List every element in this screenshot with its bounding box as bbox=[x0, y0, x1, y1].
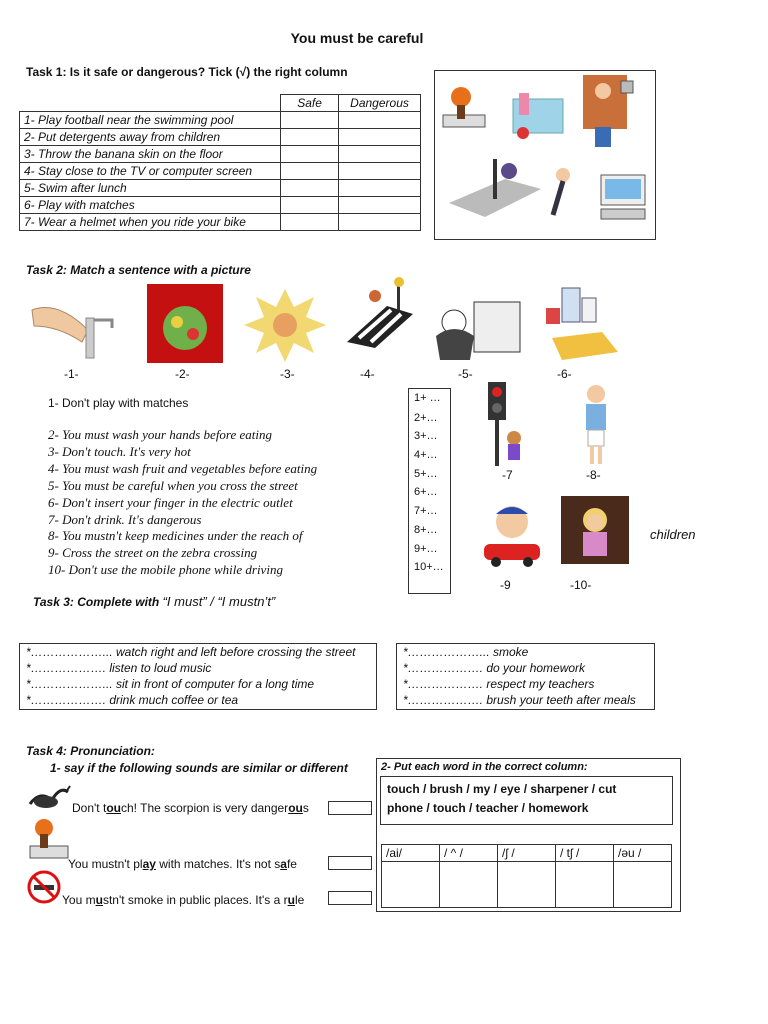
answer-slot[interactable]: 1+ … bbox=[414, 392, 441, 404]
safety-scenes-illustration bbox=[435, 71, 655, 239]
table-row: 4- Stay close to the TV or computer screen bbox=[20, 163, 421, 180]
sentence-6: 6- Don't insert your finger in the electric outlet bbox=[48, 495, 293, 510]
sentence-1: 1- Don't play with matches bbox=[48, 396, 189, 410]
picture-7-traffic-light bbox=[484, 382, 534, 468]
sentence-9: 9- Cross the street on the zebra crossing bbox=[48, 545, 258, 560]
tick-cell[interactable] bbox=[339, 112, 421, 129]
answer-slot[interactable]: 8+… bbox=[414, 524, 438, 536]
words-line-1: touch / brush / my / eye / sharpener / cut bbox=[387, 782, 617, 796]
answer-slot[interactable]: 9+… bbox=[414, 543, 438, 555]
answer-slot[interactable]: 10+… bbox=[414, 561, 444, 573]
tick-cell[interactable] bbox=[281, 163, 339, 180]
sounds-table bbox=[381, 844, 672, 908]
sound-cell[interactable] bbox=[498, 862, 556, 908]
fill-line[interactable]: *………………. do your homework bbox=[403, 661, 586, 675]
children-word: children bbox=[650, 527, 696, 542]
sentence-4: 4- You must wash fruit and vegetables before eating bbox=[48, 461, 318, 476]
sound-cell[interactable] bbox=[614, 862, 672, 908]
tick-cell[interactable] bbox=[281, 180, 339, 197]
sentence-2: 2- You must wash your hands before eating bbox=[48, 427, 273, 442]
picture-1-hand-washing bbox=[28, 290, 123, 365]
match-icon bbox=[28, 816, 70, 864]
fill-line[interactable]: *………………. brush your teeth after meals bbox=[403, 693, 636, 707]
table-row: 3- Throw the banana skin on the floor bbox=[20, 146, 421, 163]
pic-label-1: -1- bbox=[64, 367, 79, 381]
task1-illustration bbox=[434, 70, 656, 240]
sound-cell[interactable] bbox=[440, 862, 498, 908]
answer-box-1[interactable] bbox=[328, 801, 372, 815]
fill-line[interactable]: *………………... sit in front of computer for a long time bbox=[26, 677, 315, 691]
table-row: 6- Play with matches bbox=[20, 197, 421, 214]
tick-cell[interactable] bbox=[281, 112, 339, 129]
sound-cell[interactable] bbox=[556, 862, 614, 908]
tick-cell[interactable] bbox=[339, 214, 421, 231]
picture-10-girl-at-outlet bbox=[561, 496, 629, 564]
sound-sentence-3: You mustn't smoke in public places. It's a rule bbox=[62, 893, 305, 907]
sentence-5: 5- You must be careful when you cross the street bbox=[48, 478, 298, 493]
picture-9-boy-driving-car bbox=[478, 500, 546, 568]
sound-header: /ai/ bbox=[382, 845, 440, 862]
task1-table bbox=[19, 94, 421, 231]
pic-label-8: -8- bbox=[586, 468, 601, 482]
tick-cell[interactable] bbox=[339, 197, 421, 214]
col-safe: Safe bbox=[281, 95, 339, 112]
pic-label-7: -7 bbox=[502, 468, 513, 482]
fill-line[interactable]: *………………. respect my teachers bbox=[403, 677, 595, 691]
col-dangerous: Dangerous bbox=[339, 95, 421, 112]
sound-header: /ʃ / bbox=[498, 845, 556, 862]
fill-line[interactable]: *………………... smoke bbox=[403, 645, 529, 659]
pic-label-2: -2- bbox=[175, 367, 190, 381]
sound-header: /əu / bbox=[614, 845, 672, 862]
task4-heading: Task 4: Pronunciation: bbox=[26, 744, 155, 758]
tick-cell[interactable] bbox=[339, 180, 421, 197]
answer-slot[interactable]: 3+… bbox=[414, 430, 438, 442]
pic-label-6: -6- bbox=[557, 367, 572, 381]
tick-cell[interactable] bbox=[281, 197, 339, 214]
page-title: You must be careful bbox=[290, 30, 424, 46]
table-row: 7- Wear a helmet when you ride your bike bbox=[20, 214, 421, 231]
pic-label-9: -9 bbox=[500, 578, 511, 592]
sound-sentence-1: Don't touch! The scorpion is very dangerous bbox=[72, 801, 309, 815]
picture-4-zebra-crossing bbox=[345, 276, 415, 348]
answer-slot[interactable]: 2+… bbox=[414, 412, 438, 424]
answer-slot[interactable]: 4+… bbox=[414, 449, 438, 461]
fill-line[interactable]: *………………. listen to loud music bbox=[26, 661, 212, 675]
answer-slot[interactable]: 5+… bbox=[414, 468, 438, 480]
pic-label-4: -4- bbox=[360, 367, 375, 381]
sound-cell[interactable] bbox=[382, 862, 440, 908]
picture-2-washing-fruit bbox=[147, 284, 223, 363]
fill-line[interactable]: *………………... watch right and left before crossing the street bbox=[26, 645, 356, 659]
task4-sub2: 2- Put each word in the correct column: bbox=[381, 761, 588, 773]
no-smoking-icon bbox=[26, 870, 62, 904]
table-row: 5- Swim after lunch bbox=[20, 180, 421, 197]
scorpion-icon bbox=[26, 780, 72, 812]
task2-heading: Task 2: Match a sentence with a picture bbox=[26, 263, 251, 277]
sentence-7: 7- Don't drink. It's dangerous bbox=[48, 512, 202, 527]
picture-6-medicines bbox=[542, 282, 620, 362]
picture-5-boy-at-stove bbox=[430, 292, 526, 362]
tick-cell[interactable] bbox=[339, 163, 421, 180]
answer-box-3[interactable] bbox=[328, 891, 372, 905]
tick-cell[interactable] bbox=[339, 146, 421, 163]
sound-sentence-2: You mustn't play with matches. It's not safe bbox=[68, 857, 297, 871]
pic-label-5: -5- bbox=[458, 367, 473, 381]
tick-cell[interactable] bbox=[281, 214, 339, 231]
pic-label-3: -3- bbox=[280, 367, 295, 381]
picture-3-hot-burn bbox=[244, 287, 327, 364]
table-row: 2- Put detergents away from children bbox=[20, 129, 421, 146]
answer-box-2[interactable] bbox=[328, 856, 372, 870]
table-row: 1- Play football near the swimming pool bbox=[20, 112, 421, 129]
task1-heading: Task 1: Is it safe or dangerous? Tick (√) the right column bbox=[26, 65, 348, 79]
pic-label-10: -10- bbox=[570, 578, 592, 592]
sentence-8: 8- You mustn't keep medicines under the reach of bbox=[48, 528, 303, 543]
task3-heading: Task 3: Complete with “I must” / “I mustn’t” bbox=[33, 594, 276, 609]
words-line-2: phone / touch / teacher / homework bbox=[387, 801, 589, 815]
sound-header: / ^ / bbox=[440, 845, 498, 862]
task4-sub1: 1- say if the following sounds are similar or different bbox=[50, 761, 348, 775]
tick-cell[interactable] bbox=[339, 129, 421, 146]
sentence-10: 10- Don't use the mobile phone while driving bbox=[48, 562, 283, 577]
fill-line[interactable]: *………………. drink much coffee or tea bbox=[26, 693, 239, 707]
sentence-3: 3- Don't touch. It's very hot bbox=[48, 444, 191, 459]
tick-cell[interactable] bbox=[281, 129, 339, 146]
answer-slot[interactable]: 6+… bbox=[414, 486, 438, 498]
sound-header: / tʃ / bbox=[556, 845, 614, 862]
answer-slot[interactable]: 7+… bbox=[414, 505, 438, 517]
tick-cell[interactable] bbox=[281, 146, 339, 163]
picture-8-boy-with-phone bbox=[578, 382, 624, 468]
